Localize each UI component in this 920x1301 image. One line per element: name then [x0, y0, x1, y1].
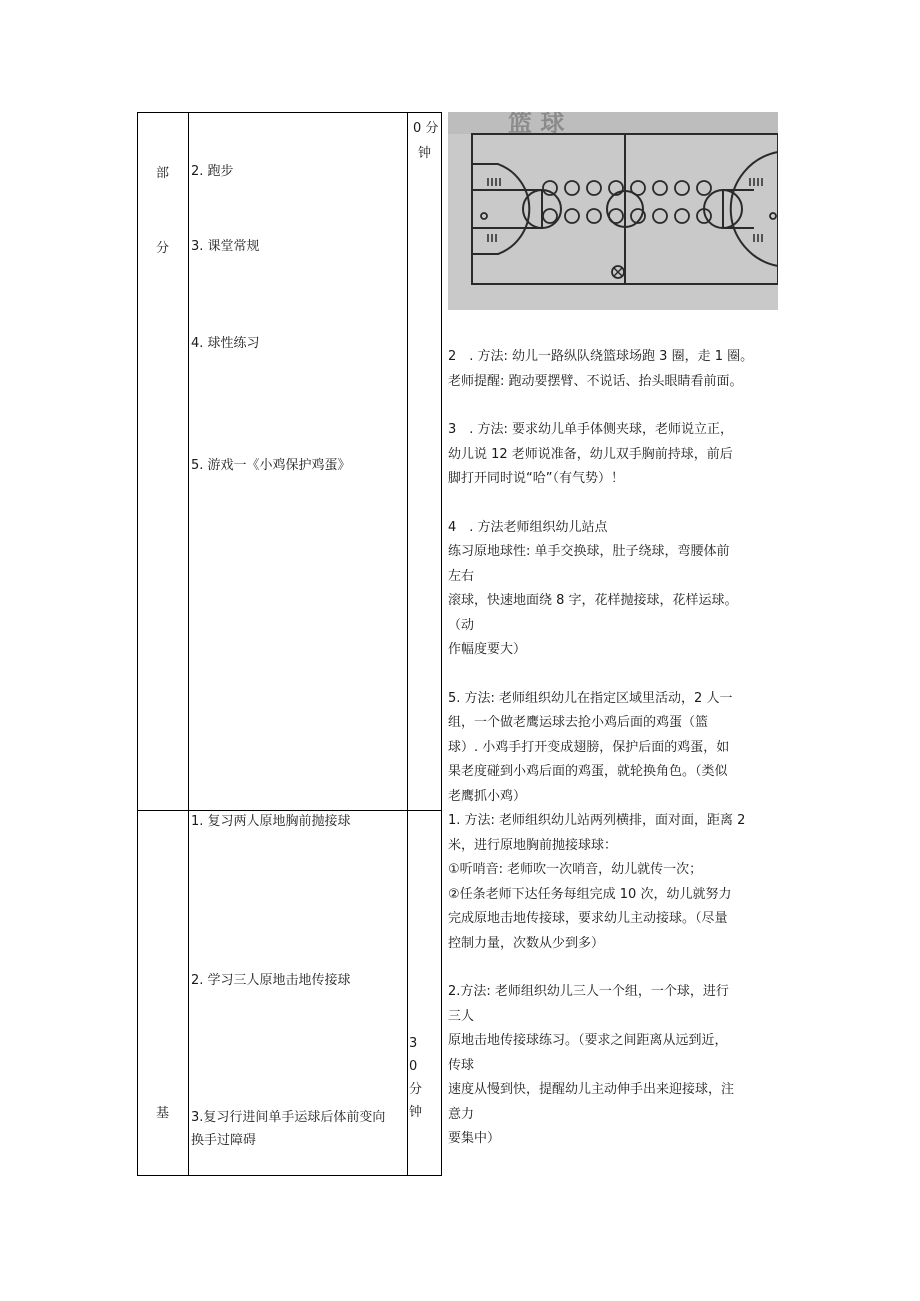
section-label-top-2: 分	[156, 241, 170, 256]
court-banner-text: 篮 球	[508, 112, 565, 137]
time-2-line1: 3	[409, 1036, 418, 1051]
note-ball-2: 练习原地球性: 单手交换球，肚子绕球，弯腰体前	[448, 544, 730, 559]
table-bottom-border	[137, 1175, 442, 1176]
notes-column	[448, 345, 763, 1152]
note-routine-2: 幼儿说 12 老师说准备，幼儿双手胸前持球，前后	[448, 446, 733, 462]
note-bounce-6: 意力	[448, 1106, 475, 1122]
time-2-line4: 钟	[409, 1105, 423, 1120]
note-routine-3: 脚打开同时说“哈”（有气势）！	[448, 471, 624, 486]
table-right-border	[441, 112, 442, 1175]
table-left-border	[137, 112, 138, 1175]
item-bounce-pass: 2. 学习三人原地击地传接球	[191, 973, 351, 988]
note-bounce-7: 要集中）	[448, 1131, 501, 1146]
note-ball-3: 左右	[448, 568, 475, 584]
time-2-line2: 0	[409, 1059, 418, 1074]
note-routine-1: 3 . 方法: 要求幼儿单手体侧夹球，老师说立正，	[448, 422, 734, 437]
note-run-2: 老师提醒: 跑动要摆臂、不说话、抬头眼睛看前面。	[448, 373, 743, 389]
note-game-5: 老鹰抓小鸡）	[448, 788, 527, 804]
note-ball-1: 4 . 方法老师组织幼儿站点	[448, 519, 608, 535]
item-dribble-line2: 换手过障碍	[191, 1133, 257, 1148]
item-class-routine: 3. 课堂常规	[191, 239, 260, 254]
section-label-top-1: 部	[156, 166, 170, 181]
note-bounce-5: 速度从慢到快，提醒幼儿主动伸手出来迎接球，注	[448, 1082, 735, 1097]
item-dribble-line1: 3.复习行进间单手运球后体前变向	[191, 1110, 386, 1125]
note-game-3: 球）. 小鸡手打开变成翅膀，保护后面的鸡蛋，如	[448, 739, 730, 755]
time-1-line1: 0 分	[413, 121, 439, 136]
table-top-border	[137, 112, 442, 113]
note-bounce-2: 三人	[448, 1008, 475, 1024]
note-game-4: 果老度碰到小鸡后面的鸡蛋，就轮换角色。（类似	[448, 764, 728, 779]
note-chest-5: 完成原地击地传接球，要求幼儿主动接球。（尽量	[448, 911, 728, 926]
note-bounce-3: 原地击地传接球练习。（要求之间距离从远到近，	[448, 1033, 728, 1048]
note-chest-6: 控制力量，次数从少到多）	[448, 935, 605, 951]
note-ball-4: 滚球，快速地面绕 8 字，花样抛接球，花样运球。	[448, 593, 738, 608]
note-ball-6: 作幅度要大）	[448, 642, 527, 657]
note-bounce-4: 传球	[448, 1057, 475, 1073]
note-game-1: 5. 方法: 老师组织幼儿在指定区域里活动，2 人一	[448, 690, 733, 706]
note-chest-2: 米，进行原地胸前抛接球球：	[448, 837, 618, 853]
time-1-line2: 钟	[418, 146, 432, 161]
note-ball-5: （动	[448, 617, 475, 633]
table-col-divider-1	[188, 112, 189, 1175]
table-col-divider-2	[407, 112, 408, 1175]
item-game: 5. 游戏一《小鸡保护鸡蛋》	[191, 458, 351, 473]
item-ball-practice: 4. 球性练习	[191, 336, 260, 351]
time-2-line3: 分	[409, 1082, 423, 1097]
note-chest-3: ①听哨音: 老师吹一次哨音，幼儿就传一次；	[448, 862, 703, 877]
item-chest-pass: 1. 复习两人原地胸前抛接球	[191, 814, 351, 829]
item-running: 2. 跑步	[191, 164, 234, 179]
note-run-1: 2 . 方法: 幼儿一路纵队绕篮球场跑 3 圈，走 1 圈。	[448, 349, 754, 364]
section-label-bottom: 基	[156, 1106, 170, 1121]
note-game-2: 组，一个做老鹰运球去抢小鸡后面的鸡蛋（篮	[448, 715, 709, 730]
note-bounce-1: 2.方法: 老师组织幼儿三人一个组，一个球，进行	[448, 984, 729, 999]
note-chest-1: 1. 方法: 老师组织幼儿站两列横排，面对面，距离 2	[448, 813, 746, 828]
basketball-court-diagram	[448, 112, 778, 310]
note-chest-4: ②任条老师下达任务每组完成 10 次，幼儿就努力	[448, 886, 732, 902]
